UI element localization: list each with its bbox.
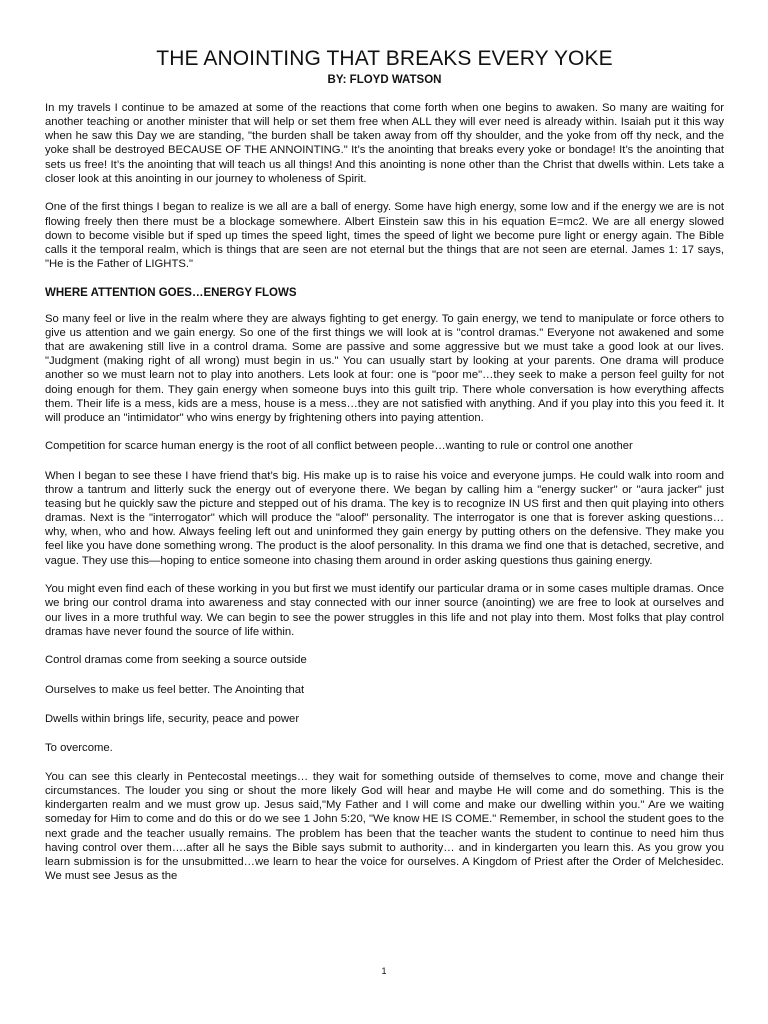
paragraph-3: So many feel or live in the realm where they are always fighting to get energy. To gain energy, we tend to manipulate or force others to give us attention and we gain energy. So one of the first things we will look at is "control dramas." Everyone not awakened and some that are awakening still live in a control drama. Some are passive and some aggressive but we must take a good look at our lives. "Judgment (making right of all wrong) must begin in us." You can usually start by looking at your parents. One drama will produce another so we must learn not to play into anothers. Lets look at four: one is "poor me"…they seek to make a person feel guilty for not doing enough for them. They gain energy when someone buys into this guilt trip. There whole conversation is how everything affects them. Their life is a mess, kids are a mess, house is a mess…they are not satisfied with anything. And if you play into this you feed it. It will produce an "intimidator" who wins energy by frightening others into paying attention. <box>45 312 724 424</box>
paragraph-11: You can see this clearly in Pentecostal meetings… they wait for something outside of themselves to come, move and change their circumstances. The louder you sing or shout the more likely God will hear and maybe He will come and do something. This is the kindergarten realm and we must grow up. Jesus said,"My Father and I will come and make our dwelling within you." Are we waiting someday for Him to come and do this or do we see 1 John 5:20, "We know HE IS COME." Remember, in school the student goes to the next grade and the teacher usually remains. The problem has been that the teacher wants the student to continue to need him thus having control over them….after all he says the Bible says submit to authority… and in kindergarten you learn this. As you grow you learn submission is for the unsubmitted…we learn to hear the voice for ourselves. A Kingdom of Priest after the Order of Melchesidec. We must see Jesus as the <box>45 770 724 883</box>
paragraph-6: You might even find each of these working in you but first we must identify our particular drama or in some cases multiple dramas. Once we bring our control drama into awareness and stay connected with our inner source (anointing) we are free to look at ourselves and our lives in a more truthful way. We can begin to see the power struggles in this life and not play into them. Most folks that play control dramas have never found the source of life within. <box>45 583 724 638</box>
document-body <box>45 101 724 883</box>
document-title: THE ANOINTING THAT BREAKS EVERY YOKE <box>156 47 613 70</box>
section-heading: WHERE ATTENTION GOES…ENERGY FLOWS <box>45 286 297 299</box>
paragraph-4: Competition for scarce human energy is the root of all conflict between people…wanting to rule or control one another <box>45 440 633 453</box>
paragraph-5: When I began to see these I have friend that’s big. His make up is to raise his voice and everyone jumps. He could walk into room and throw a tantrum and litterly suck the energy out of everyone there. We began by calling him a "energy sucker" or "aura jacker" just teasing but he quickly saw the picture and stepped out of his drama. The key is to recognize IN US first and then quit playing into others dramas. Next is the "interrogator" which will produce the "aloof" personality. The interrogator is one that is forever asking questions…why, when, who and how. Always feeling left out and uninformed they gain energy by putting others on the defensive. They make you feel like you have done something wrong. The product is the aloof personality. In this drama we find one that is detached, secretive, and vague. They use this—hoping to entice someone into chasing them around in order asking questions thus gaining energy. <box>45 469 724 567</box>
page-number: 1 <box>381 966 387 976</box>
paragraph-9: Dwells within brings life, security, peace and power <box>45 712 300 725</box>
document-byline: BY: FLOYD WATSON <box>327 74 442 86</box>
paragraph-1: In my travels I continue to be amazed at some of the reactions that come forth when one begins to awaken. So many are waiting for another teaching or another minister that will help or set them free when ALL they will ever need is already within. Isaiah put it this way when he saw this Day we are standing, "the burden shall be taken away from off thy shoulder, and the yoke from off thy neck, and the yoke shall be destroyed BECAUSE OF THE ANNOINTING." It’s the anointing that breaks every yoke or bondage! It’s the anointing that sets us free! It’s the anointing that will teach us all things! And this anointing is none other than the Christ that dwells within. Lets take a closer look at this anointing in our journey to wholeness of Spirit. <box>45 102 724 185</box>
paragraph-8: Ourselves to make us feel better. The Anointing that <box>45 683 305 696</box>
paragraph-7: Control dramas come from seeking a source outside <box>45 654 307 667</box>
paragraph-10: To overcome. <box>45 741 113 754</box>
paragraph-2: One of the first things I began to realize is we all are a ball of energy. Some have high energy, some low and if the energy we are is not flowing freely then there must be a blockage somewhere. Albert Einstein saw this in his equation E=mc2. We are all energy slowed down to become visible but if sped up times the speed light, times the speed of light we become pure light or energy again. The Bible calls it the temporal realm, which is things that are seen are not eternal but the things that are not seen are eternal. James 1: 17 says, "He is the Father of LIGHTS." <box>45 201 724 271</box>
